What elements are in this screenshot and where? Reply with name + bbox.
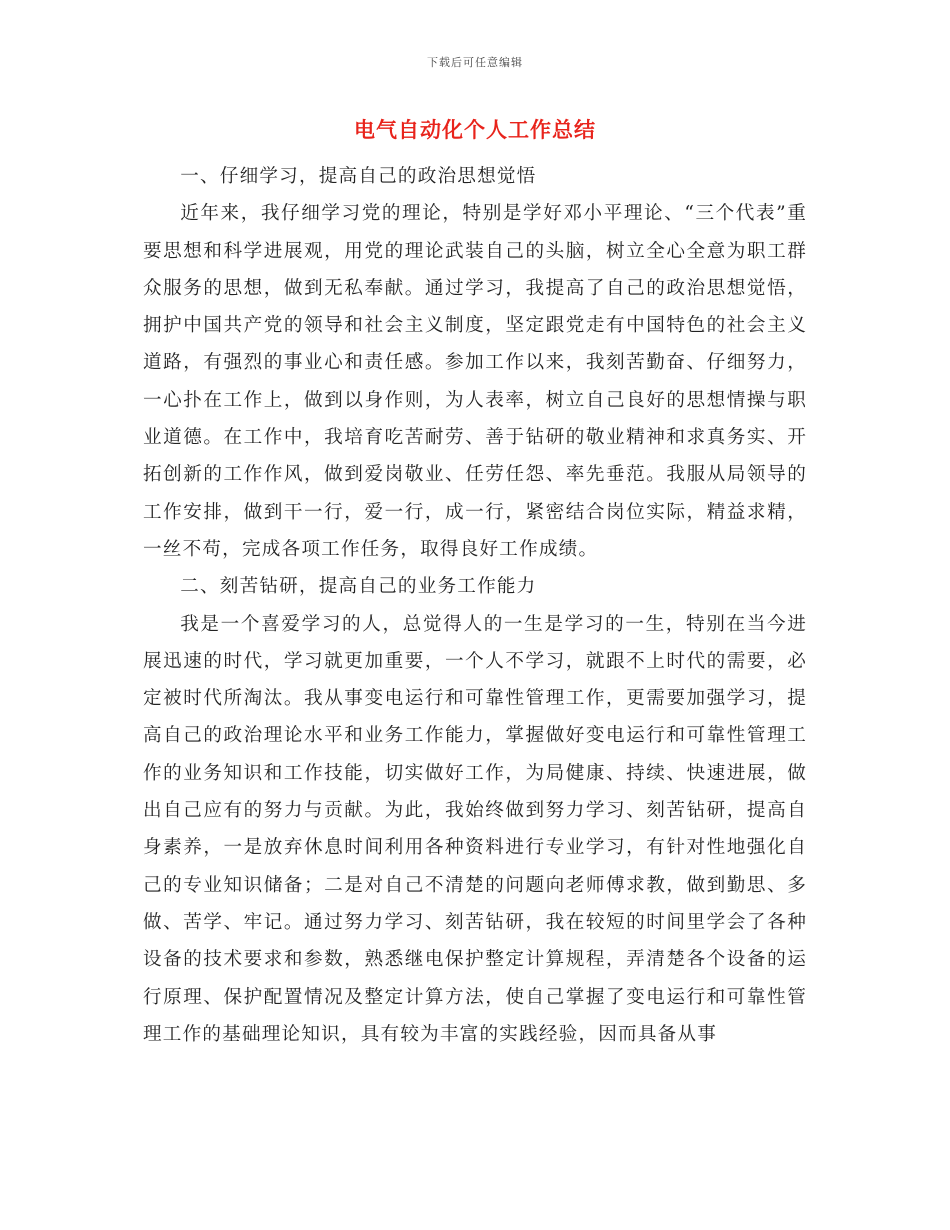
body-paragraph-2: 我是一个喜爱学习的人，总觉得人的一生是学习的一生，特别在当今进展迅速的时代，学习就更加重要，一个人不学习，就跟不上时代的需要，必定被时代所淘汰。我从事变电运行和可靠性管理工作，更需要加强学习，提高自己的政治理论水平和业务工作能力，掌握做好变电运行和可靠性管理工作的业务知识和工作技能，切实做好工作，为局健康、持续、快速进展，做出自己应有的努力与贡献。为此，我始终做到努力学习、刻苦钻研，提高自身素养，一是放弃休息时间利用各种资料进行专业学习，有针对性地强化自己的专业知识储备；二是对自己不清楚的问题向老师傅求教，做到勤思、多做、苦学、牢记。通过努力学习、刻苦钻研，我在较短的时间里学会了各种设备的技术要求和参数，熟悉继电保护整定计算规程，弄清楚各个设备的运行原理、保护配置情况及整定计算方法，使自己掌握了变电运行和可靠性管理工作的基础理论知识，具有较为丰富的实践经验，因而具备从事	[143, 613, 807, 1045]
section-heading-1: 一、仔细学习，提高自己的政治思想觉悟	[180, 166, 537, 187]
section-heading-2: 二、刻苦钻研，提高自己的业务工作能力	[180, 576, 537, 598]
page-header-note: 下载后可任意编辑	[427, 56, 523, 69]
body-paragraph-1: 近年来，我仔细学习党的理论，特别是学好邓小平理论、“三个代表”重要思想和科学进展观，用党的理论武装自己的头脑，树立全心全意为职工群众服务的思想，做到无私奉献。通过学习，我提高了自己的政治思想觉悟，拥护中国共产党的领导和社会主义制度，坚定跟党走有中国特色的社会主义道路，有强烈的事业心和责任感。参加工作以来，我刻苦勤奋、仔细努力，一心扑在工作上，做到以身作则，为人表率，树立自己良好的思想情操与职业道德。在工作中，我培育吃苦耐劳、善于钻研的敬业精神和求真务实、开拓创新的工作作风，做到爱岗敬业、任劳任怨、率先垂范。我服从局领导的工作安排，做到干一行，爱一行，成一行，紧密结合岗位实际，精益求精，一丝不苟，完成各项工作任务，取得良好工作成绩。	[143, 203, 807, 560]
document-title: 电气自动化个人工作总结	[354, 117, 596, 142]
document-body	[143, 158, 807, 1053]
